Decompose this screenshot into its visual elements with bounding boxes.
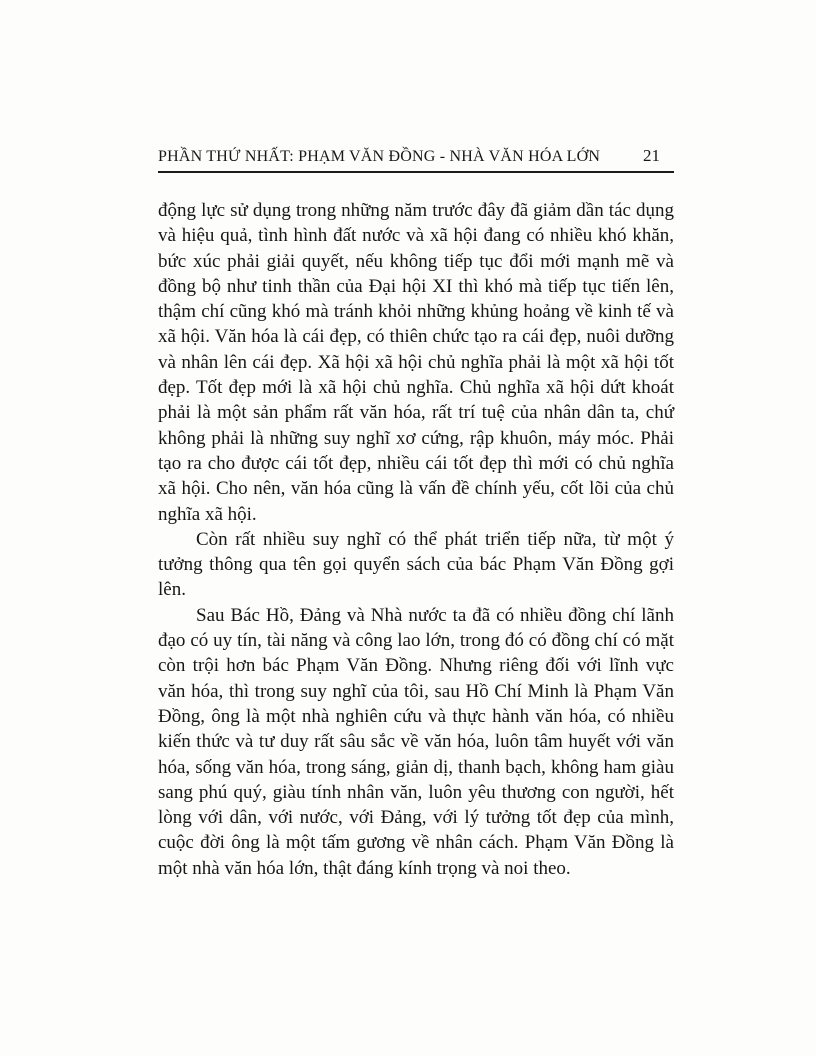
page-number: 21: [643, 146, 660, 165]
page-body: [158, 198, 674, 881]
running-header-title: PHẦN THỨ NHẤT: PHẠM VĂN ĐỒNG - NHÀ VĂN HÓA LỚN: [158, 148, 601, 165]
paragraph: Sau Bác Hồ, Đảng và Nhà nước ta đã có nhiều đồng chí lãnh đạo có uy tín, tài năng và công lao lớn, trong đó có đồng chí có mặt còn trội hơn bác Phạm Văn Đồng. Nhưng riêng đối với lĩnh vực văn hóa, thì trong suy nghĩ của tôi, sau Hồ Chí Minh là Phạm Văn Đồng, ông là một nhà nghiên cứu và thực hành văn hóa, có nhiều kiến thức và tư duy rất sâu sắc về văn hóa, luôn tâm huyết với văn hóa, sống văn hóa, trong sáng, giản dị, thanh bạch, không ham giàu sang phú quý, giàu tính nhân văn, luôn yêu thương con người, hết lòng với dân, với nước, với Đảng, với lý tưởng tốt đẹp của mình, cuộc đời ông là một tấm gương về nhân cách. Phạm Văn Đồng là một nhà văn hóa lớn, thật đáng kính trọng và noi theo.: [158, 604, 674, 879]
running-header: [158, 146, 674, 173]
paragraph: Còn rất nhiều suy nghĩ có thể phát triển tiếp nữa, từ một ý tưởng thông qua tên gọi quyển sách của bác Phạm Văn Đồng gợi lên.: [158, 528, 674, 601]
paragraph-continuation: động lực sử dụng trong những năm trước đây đã giảm dần tác dụng và hiệu quả, tình hình đất nước và xã hội đang có nhiều khó khăn, bức xúc phải giải quyết, nếu không tiếp tục đổi mới mạnh mẽ và đồng bộ như tinh thần của Đại hội XI thì khó mà tiếp tục tiến lên, thậm chí cũng khó mà tránh khỏi những khủng hoảng về kinh tế và xã hội. Văn hóa là cái đẹp, có thiên chức tạo ra cái đẹp, nuôi dưỡng và nhân lên cái đẹp. Xã hội xã hội chủ nghĩa phải là một xã hội tốt đẹp. Tốt đẹp mới là xã hội chủ nghĩa. Chủ nghĩa xã hội dứt khoát phải là một sản phẩm rất văn hóa, rất trí tuệ của nhân dân ta, chứ không phải là những suy nghĩ xơ cứng, rập khuôn, máy móc. Phải tạo ra cho được cái tốt đẹp, nhiều cái tốt đẹp thì mới có chủ nghĩa xã hội. Cho nên, văn hóa cũng là vấn đề chính yếu, cốt lõi của chủ nghĩa xã hội.: [158, 200, 674, 525]
text-block: [158, 146, 674, 881]
